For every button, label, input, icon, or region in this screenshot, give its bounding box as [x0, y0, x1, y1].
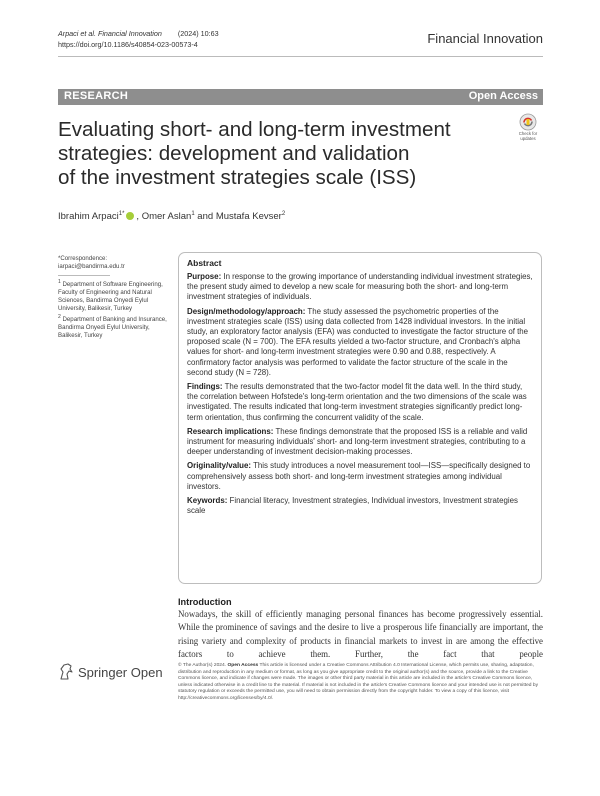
- correspondence: [58, 255, 173, 271]
- check-for-updates-line1: Check for: [518, 131, 538, 136]
- check-for-updates-icon: [519, 113, 537, 131]
- journal-citation: Arpaci et al. Financial Innovation: [58, 29, 162, 38]
- abstract-section-label: Purpose:: [187, 272, 222, 281]
- abstract-section-label: Keywords:: [187, 496, 228, 506]
- introduction-heading: Introduction: [178, 597, 232, 607]
- abstract-section-text: This study introduces a novel measurement tool—ISS—specifically designed to comprehensively assess both short- and long-term investment strategies among individual investors.: [187, 461, 531, 491]
- affiliation-text: Department of Software Engineering, Faculty of Engineering and Natural Sciences, Bandirma Onyedi Eylul University, Balikesir, Turkey: [58, 281, 163, 313]
- correspondence-email[interactable]: iarpaci@bandirma.edu.tr: [58, 263, 125, 270]
- author-name[interactable]: Omer Aslan: [141, 211, 192, 223]
- abstract-section-label: Design/methodology/approach:: [187, 306, 306, 316]
- abstract-box: [178, 252, 542, 584]
- open-access-label: Open Access: [468, 90, 538, 102]
- abstract-section-text: The study assessed the psychometric properties of the investment strategies scale (ISS) using data collected from 1428 individual investors. In the initial study, an exploratory factor analysis (EFA) was conducted to investigate the factor structure of the proposed scale (N = 700). The EFA results yielded a two-factor structure, and Cronbach's alpha values for short- and long-term investment strategies were 0.90 and 0.88, respectively. A confirmatory factor analysis was performed to validate the factor structure of the scale in the second study (N = 728).: [187, 306, 529, 377]
- abstract-findings: [187, 382, 533, 423]
- running-header: [58, 29, 219, 50]
- affiliation-sup: 1: [58, 279, 61, 285]
- abstract-originality: [187, 461, 533, 492]
- correspondence-label: *Correspondence:: [58, 255, 108, 262]
- author-affiliation-sup: 1: [191, 211, 195, 217]
- author-name[interactable]: Mustafa Kevser: [215, 211, 282, 223]
- affiliation-1: [58, 278, 173, 313]
- publisher-name: Springer Open: [78, 665, 163, 680]
- author-affiliation-sup: 1*: [118, 211, 125, 217]
- introduction-text: Nowadays, the skill of efficiently managing personal finances has become progressively essential. While the prominence of savings and the desire to live a prosperous life financially are important, the rising variety and complexity of products in financial markets to invest in are among the effective factors to achieve them. Further, the fact that people: [178, 609, 543, 660]
- abstract-design: [187, 307, 533, 378]
- abstract-section-label: Originality/value:: [187, 461, 252, 471]
- affiliation-sup: 2: [58, 314, 61, 321]
- sidebar-divider: [58, 275, 110, 276]
- copyright-text: © The Author(s) 2024.: [178, 663, 228, 668]
- abstract-section-text: These findings demonstrate that the proposed ISS is a reliable and valid instrument for measuring individuals' short- and long-term investment strategies, contributing to a deeper understanding of investment decision-making processes.: [187, 426, 528, 457]
- article-type-label: RESEARCH: [64, 90, 129, 102]
- abstract-section-label: Findings:: [187, 382, 223, 392]
- license-statement: [178, 663, 544, 703]
- abstract-section-text: Financial literacy, Investment strategies, Individual investors, Investment strategies scale: [187, 496, 518, 516]
- check-for-updates-badge[interactable]: [513, 113, 543, 141]
- publisher-logo: [58, 663, 163, 681]
- license-text: This article is licensed under a Creative Commons Attribution 4.0 International License, which permits use, sharing, adaptation, distribution and reproduction in any medium or format, as long as you give appropriate credit to the original author(s) and the source, provide a link to the Creative Commons licence, and indicate if changes were made. The images or other third party material in this article are included in the article's Creative Commons licence, unless indicated otherwise in a credit line to the material. If material is not included in the article's Creative Commons licence and your intended use is not permitted by statutory regulation or exceeds the permitted use, you will need to obtain permission directly from the copyright holder. To view a copy of this licence, visit http://creativecommons.org/licenses/by/4.0/.: [178, 663, 539, 701]
- abstract-section-text: In response to the growing importance of understanding individual investment strategies, the present study aimed to develop a new scale for measuring both the short- and long-term investment strategies of individuals.: [187, 272, 533, 302]
- affiliation-2: [58, 313, 173, 340]
- affiliation-text: Department of Banking and Insurance, Bandirma Onyedi Eylul University, Balikesir, Turkey: [58, 316, 167, 340]
- title-line: strategies: development and validation: [58, 142, 410, 165]
- journal-name: Financial Innovation: [427, 31, 543, 46]
- license-oa-label: Open Access: [227, 663, 259, 668]
- affiliations: [58, 278, 173, 340]
- check-for-updates-line2: updates: [520, 135, 536, 141]
- author-separator: ,: [136, 211, 142, 223]
- author-name[interactable]: Ibrahim Arpaci: [58, 211, 119, 223]
- abstract-purpose: [187, 272, 533, 303]
- author-affiliation-sup: 2: [281, 211, 286, 217]
- doi-link[interactable]: https://doi.org/10.1186/s40854-023-00573-4: [58, 39, 198, 49]
- springer-horse-icon: [58, 663, 74, 681]
- abstract-heading: Abstract: [187, 258, 222, 268]
- title-line: Evaluating short- and long-term investment: [58, 118, 451, 141]
- issue-ref: (2024) 10:63: [177, 29, 219, 38]
- article-type-bar: [58, 89, 543, 105]
- title-line: of the investment strategies scale (ISS): [58, 166, 417, 189]
- abstract-keywords: [187, 496, 533, 516]
- author-separator: and: [194, 211, 216, 223]
- abstract-section-label: Research implications:: [187, 426, 274, 436]
- orcid-icon[interactable]: [126, 212, 134, 220]
- abstract-section-text: The results demonstrated that the two-factor model fit the data well. In the third study, the correlation between Hofstede's long-term orientation and the two dimensions of the scale was investigated. The results indicated that long-term investment strategies significantly predict long-term orientation, thus confirming the concurrent validity of the scale.: [187, 382, 527, 422]
- header-divider: [58, 56, 543, 57]
- abstract-implications: [187, 427, 533, 458]
- author-list: [58, 211, 285, 222]
- article-title: [58, 118, 508, 190]
